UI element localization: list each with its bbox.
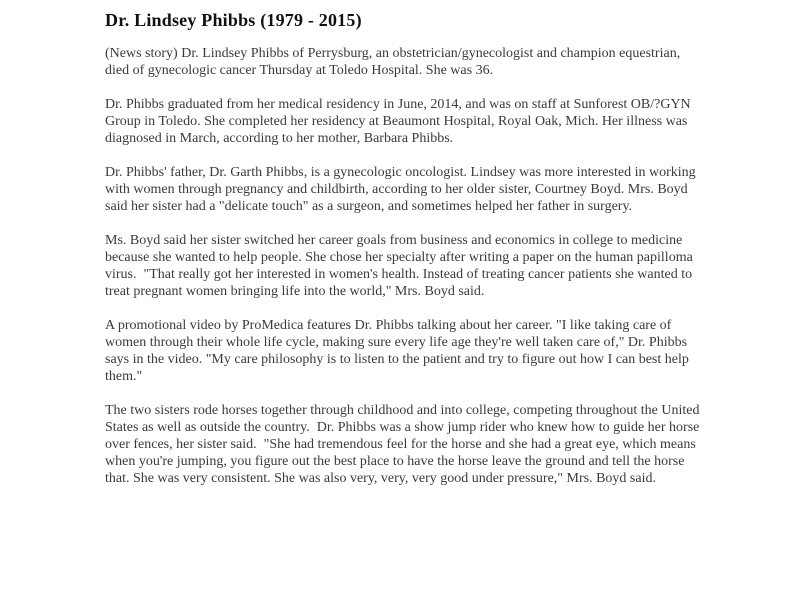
paragraph-father: Dr. Phibbs' father, Dr. Garth Phibbs, is a gynecologic oncologist. Lindsey was more interested in working with women through pregnancy and childbirth, according to her older sister, Courtney Boyd. Mrs. Boyd said her sister had a "delicate touch" as a surgeon, and sometimes helped her father in surgery. bbox=[105, 165, 700, 214]
paragraph-news-lead: (News story) Dr. Lindsey Phibbs of Perrysburg, an obstetrician/gynecologist and champion equestrian, died of gynecologic cancer Thursday at Toledo Hospital. She was 36. bbox=[105, 46, 684, 78]
paragraph-promotional-video: A promotional video by ProMedica features Dr. Phibbs talking about her career. "I like taking care of women through their whole life cycle, making sure every life age they're well taken care of," Dr. Phibbs says in the video. "My care philosophy is to listen to the patient and try to figure out how I can best help them." bbox=[105, 318, 693, 384]
document-page bbox=[105, 9, 705, 504]
page-title: Dr. Lindsey Phibbs (1979 - 2015) bbox=[105, 10, 362, 30]
paragraph-residency: Dr. Phibbs graduated from her medical residency in June, 2014, and was on staff at Sunforest OB/?GYN Group in Toledo. She completed her residency at Beaumont Hospital, Royal Oak, Mich. Her illness was diagnosed in March, according to her mother, Barbara Phibbs. bbox=[105, 97, 695, 146]
paragraph-horses: The two sisters rode horses together through childhood and into college, competing throughout the United States as well as outside the country. Dr. Phibbs was a show jump rider who knew how to guide her horse over fences, her sister said. "She had tremendous feel for the horse and she had a great eye, which means when you're jumping, you figure out the best place to have the horse leave the ground and tell the horse that. She was very consistent. She was also very, very, very good under pressure," Mrs. Boyd said. bbox=[105, 403, 703, 486]
paragraph-career-switch: Ms. Boyd said her sister switched her career goals from business and economics in college to medicine because she wanted to help people. She chose her specialty after writing a paper on the human papilloma virus. "That really got her interested in women's health. Instead of treating cancer patients she wanted to treat pregnant women bringing life into the world," Mrs. Boyd said. bbox=[105, 233, 697, 299]
